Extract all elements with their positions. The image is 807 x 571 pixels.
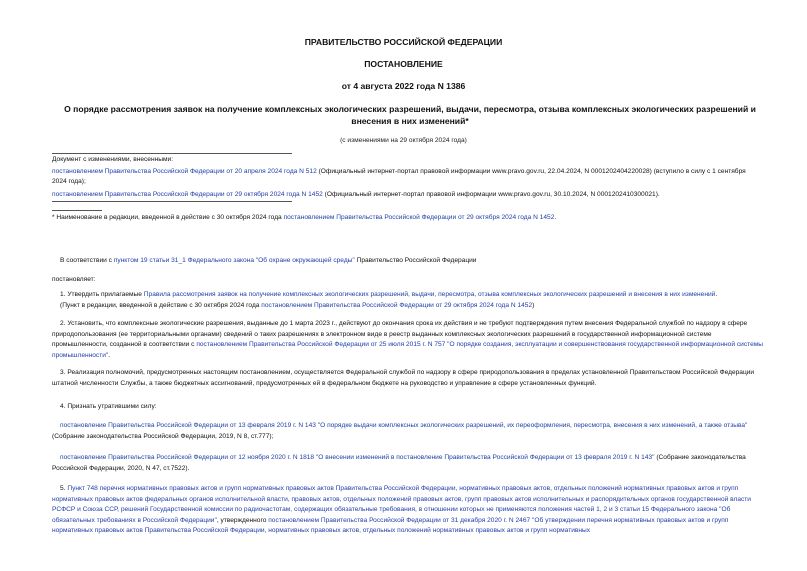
item-4-b xyxy=(52,453,764,474)
item-2-end: . xyxy=(108,351,111,359)
repealed-link-1818[interactable]: постановление Правительства Российской Федерации от 12 ноября 2020 г. N 1818 "О внесении изменений в постановление Правительства Российской Федерации от 13 февраля 2019 г. N 143" xyxy=(60,454,655,461)
item-5-num: 5. xyxy=(60,485,68,492)
gisp-link[interactable]: постановлением Правительства Российской Федерации от 25 июля 2015 г. N 757 "О порядке создания, эксплуатации и совершенствования государственной информационной системы промышленности" xyxy=(52,341,764,359)
item-1-note-text: (Пункт в редакции, введенной в действие с 30 октября 2024 года xyxy=(60,301,262,309)
revision-note: (с изменениями на 29 октября 2024 года) xyxy=(340,137,467,144)
item-4-a xyxy=(52,421,764,442)
footnote-end: . xyxy=(554,214,557,221)
item-3 xyxy=(52,368,764,389)
item-2 xyxy=(52,319,764,361)
government-heading: ПРАВИТЕЛЬСТВО РОССИЙСКОЙ ФЕДЕРАЦИИ xyxy=(304,37,503,47)
resolution-2467-link[interactable]: постановлением Правительства Российской Федерации от 31 декабря 2020 г. N 2467 "Об утверждении перечня нормативных правовых актов и групп нормативных правовых актов Правительства Российской Федерации, нормативных правовых актов, отдельных положений нормативных правовых актов и групп нормативных xyxy=(52,516,729,534)
changes-item-1 xyxy=(52,167,752,188)
footnote xyxy=(52,213,762,224)
item-1-note-end: ) xyxy=(532,301,535,309)
item-4-a-text: (Собрание законодательства Российской Федерации, 2019, N 8, ст.777); xyxy=(52,432,274,440)
item-2-text: 2. Установить, что комплексные экологические разрешения, выданные до 1 марта 2023 г., действуют до окончания срока их действия и не требуют подтверждения путем внесения Федеральной службой по надзору в сфере природопользования (ее территориальными органами) сведений о таких разрешениях в электронном виде в реестр выданных комплексных экологических разрешений в государственной информационной системе промышленности, созданной в соответствии с xyxy=(52,320,748,348)
item-4-b-text: (Собрание законодательства Российской Федерации, 2020, N 47, ст.7522). xyxy=(52,454,746,472)
repealed-link-143[interactable]: постановление Правительства Российской Федерации от 13 февраля 2019 г. N 143 "О порядке выдачи комплексных экологических разрешений, их переоформления, пересмотра, внесения в них изменений, а также отзыва" xyxy=(60,422,748,429)
document-date-number: от 4 августа 2022 года N 1386 xyxy=(341,81,466,91)
change-2-details: (Официальный интернет-портал правовой информации www.pravo.gov.ru, 30.10.2024, N 0001202410300021). xyxy=(322,190,660,198)
resolve-word: постановляет: xyxy=(52,276,96,283)
item-5 xyxy=(52,484,764,568)
footnote-link-1452[interactable]: постановлением Правительства Российской Федерации от 29 октября 2024 года N 1452 xyxy=(283,214,555,221)
change-1-details: (Официальный интернет-портал правовой информации www.pravo.gov.ru, 22.04.2024, N 0001202404220028) (вступило в силу с 1 сентября 2024 года); xyxy=(52,167,746,185)
item-1-amend-link[interactable]: постановлением Правительства Российской Федерации от 29 октября 2024 года N 1452 xyxy=(261,301,533,309)
changes-block xyxy=(52,155,752,200)
footnote-divider xyxy=(52,210,102,211)
item-3-text: 3. Реализация полномочий, предусмотренных настоящим постановлением, осуществляется Федеральной службой по надзору в сфере природопользования в пределах установленной Правительством Российской Федерации штатной численности Службы, а также бюджетных ассигнований, предусмотренных ей в федеральном бюджете на руководство и управление в сфере установленных функций. xyxy=(52,369,755,387)
item-1-text: 1. Утвердить прилагаемые xyxy=(60,291,144,298)
divider xyxy=(52,153,292,154)
item-1 xyxy=(60,290,760,311)
change-link-1452[interactable]: постановлением Правительства Российской Федерации от 29 октября 2024 года N 1452 xyxy=(52,190,323,198)
item-1-end: . xyxy=(715,291,718,298)
change-link-512[interactable]: постановлением Правительства Российской Федерации от 20 апреля 2024 года N 512 xyxy=(52,167,317,175)
changes-item-2 xyxy=(52,190,752,201)
document-title: О порядке рассмотрения заявок на получение комплексных экологических разрешений, выдачи, пересмотра, отзыва комплексных экологических разрешений и внесения в них изменений* xyxy=(64,104,756,126)
item-5-text: , утвержденного xyxy=(216,516,269,524)
item-1-note xyxy=(60,301,760,312)
point-748-link[interactable]: Пункт 748 перечня нормативных правовых актов и групп нормативных правовых актов Правительства Российской Федерации, нормативных правовых актов, отдельных положений нормативных правовых актов и групп нормативных правовых актов федеральных органов исполнительной власти, правовых актов, отдельных положений правовых актов, групп правовых актов исполнительных и распорядительных органов государственной власти РСФСР и Союза ССР, решений Государственной комиссии по радиочастотам, содержащих обязательные требования, в отношении которых не применяются положения частей 1, 2 и 3 статьи 15 Федерального закона "Об обязательных требованиях в Российской Федерации" xyxy=(52,485,751,524)
footnote-text: * Наименование в редакции, введенной в действие с 30 октября 2024 года xyxy=(52,214,284,221)
rules-link[interactable]: Правила рассмотрения заявок на получение комплексных экологических разрешений, выдачи, пересмотра, отзыва комплексных экологических разрешений и внесения в них изменений xyxy=(143,291,716,298)
item-4-heading: 4. Признать утратившими силу: xyxy=(60,403,157,410)
law-link[interactable]: пунктом 19 статьи 31_1 Федерального закона "Об охране окружающей среды" xyxy=(113,257,355,264)
divider xyxy=(52,201,292,202)
document-type: ПОСТАНОВЛЕНИЕ xyxy=(364,59,443,69)
item-1-line xyxy=(60,290,760,301)
preamble xyxy=(60,256,760,267)
preamble-text-end: Правительство Российской Федерации xyxy=(354,257,477,264)
changes-intro: Документ с изменениями, внесенными: xyxy=(52,156,174,163)
preamble-text: В соответствии с xyxy=(60,257,114,264)
